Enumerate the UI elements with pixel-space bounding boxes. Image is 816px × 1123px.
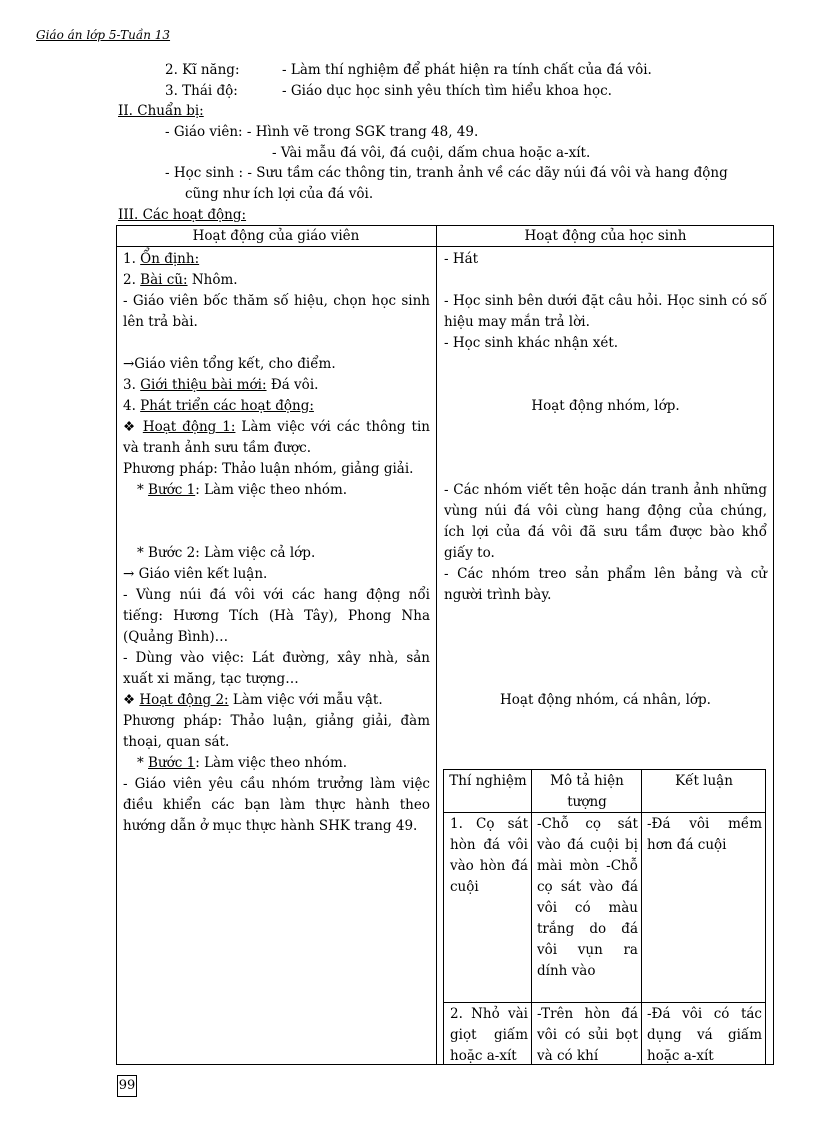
- step-2-class: * Bước 2: Làm việc cả lớp.: [137, 545, 316, 561]
- page-number: 99: [117, 1075, 137, 1097]
- student-group-work: - Các nhóm viết tên hoặc dán tranh ảnh những vùng núi đá vôi cùng hang động của chúng, ích lợi của đá vôi đã sưu tầm được bào khổ giấy to.: [444, 482, 767, 561]
- mode-group-individual-class: Hoạt động nhóm, cá nhân, lớp.: [500, 692, 711, 708]
- student-questions: - Học sinh bên dưới đặt câu hỏi. Học sinh có số hiệu may mắn trả lời.: [444, 293, 767, 330]
- table-divider: [436, 225, 437, 1065]
- experiment-header-1: Thí nghiệm: [449, 773, 527, 789]
- experiment-col-line-1: [531, 769, 532, 1065]
- section-activities: III. Các hoạt động:: [118, 207, 247, 223]
- student-sing: - Hát: [444, 251, 479, 267]
- skill-label: 2. Kĩ năng:: [165, 62, 240, 78]
- experiment-header-3: Kết luận: [675, 773, 733, 789]
- header-student: Hoạt động của học sinh: [524, 228, 687, 244]
- experiment-1-name: 1. Cọ sát hòn đá vôi vào hòn đá cuội: [450, 816, 528, 895]
- page-header: Giáo án lớp 5-Tuần 13: [36, 28, 171, 42]
- student-present: - Các nhóm treo sản phẩm lên bảng và cử người trình bày.: [444, 566, 767, 603]
- attitude-label: 3. Thái độ:: [165, 83, 238, 99]
- attitude-text: - Giáo dục học sinh yêu thích tìm hiểu khoa học.: [282, 83, 612, 99]
- experiment-2-conclusion: -Đá vôi có tác dụng vá giấm hoặc a-xít: [647, 1006, 762, 1064]
- experiment-row-line: [443, 1002, 766, 1003]
- activity-2: ❖ Hoạt động 2: Làm việc với mẫu vật.: [123, 692, 383, 708]
- student-comments: - Học sinh khác nhận xét.: [444, 335, 619, 351]
- step-new-lesson: 3. Giới thiệu bài mới: Đá vôi.: [123, 377, 319, 393]
- step-develop: 4. Phát triển các hoạt động:: [123, 398, 314, 414]
- step-old-lesson: 2. Bài cũ: Nhôm.: [123, 272, 238, 288]
- section-preparation: II. Chuẩn bị:: [118, 103, 204, 119]
- experiment-1-conclusion: -Đá vôi mềm hơn đá cuội: [647, 816, 762, 853]
- step-1-group: * Bước 1: Làm việc theo nhóm.: [137, 482, 348, 498]
- limestone-caves: - Vùng núi đá vôi với các hang động nổi tiếng: Hương Tích (Hà Tây), Phong Nha (Quảng Bình)…: [123, 587, 430, 645]
- method-1: Phương pháp: Thảo luận nhóm, giảng giải.: [123, 461, 414, 477]
- teacher-prep-1: - Giáo viên: - Hình vẽ trong SGK trang 48, 49.: [165, 124, 479, 140]
- student-prep-2: cũng như ích lợi của đá vôi.: [185, 186, 374, 202]
- experiment-2-name: 2. Nhỏ vài giọt giấm hoặc a-xít: [450, 1006, 528, 1064]
- activity-1: ❖ Hoạt động 1: Làm việc với các thông tin và tranh ảnh sưu tầm được.: [123, 419, 430, 456]
- skill-text: - Làm thí nghiệm để phát hiện ra tính chất của đá vôi.: [282, 62, 652, 78]
- experiment-2-observation: -Trên hòn đá vôi có sủi bọt và có khí: [537, 1006, 638, 1064]
- experiment-1-observation: -Chỗ cọ sát vào đá cuội bị mài mòn -Chỗ cọ sát vào đá vôi có màu trắng do đá vôi vụn ra dính vào: [537, 816, 638, 979]
- header-teacher: Hoạt động của giáo viên: [192, 228, 360, 244]
- limestone-uses: - Dùng vào việc: Lát đường, xây nhà, sản xuất xi măng, tạc tượng…: [123, 650, 430, 687]
- teacher-summary: →Giáo viên tổng kết, cho điểm.: [123, 356, 336, 372]
- method-2: Phương pháp: Thảo luận, giảng giải, đàm thoại, quan sát.: [123, 713, 430, 750]
- experiment-col-line-2: [641, 769, 642, 1065]
- teacher-draw-numbers: - Giáo viên bốc thăm số hiệu, chọn học sinh lên trả bài.: [123, 293, 430, 330]
- experiment-header-2: Mô tả hiện tượng: [550, 773, 624, 810]
- teacher-request: - Giáo viên yêu cầu nhóm trưởng làm việc điều khiển các bạn làm thực hành theo hướng dẫn ở mục thực hành SHK trang 49.: [123, 776, 430, 834]
- teacher-prep-2: - Vài mẫu đá vôi, đá cuội, dấm chua hoặc a-xít.: [272, 145, 591, 161]
- mode-group-class: Hoạt động nhóm, lớp.: [531, 398, 680, 414]
- student-prep-1: - Học sinh : - Sưu tầm các thông tin, tranh ảnh về các dãy núi đá vôi và hang động: [165, 165, 728, 181]
- step-1-group-2: * Bước 1: Làm việc theo nhóm.: [137, 755, 348, 771]
- step-stabilize: 1. Ổn định:: [123, 251, 200, 267]
- teacher-conclusion: → Giáo viên kết luận.: [123, 566, 268, 582]
- table-header-line: [116, 246, 774, 247]
